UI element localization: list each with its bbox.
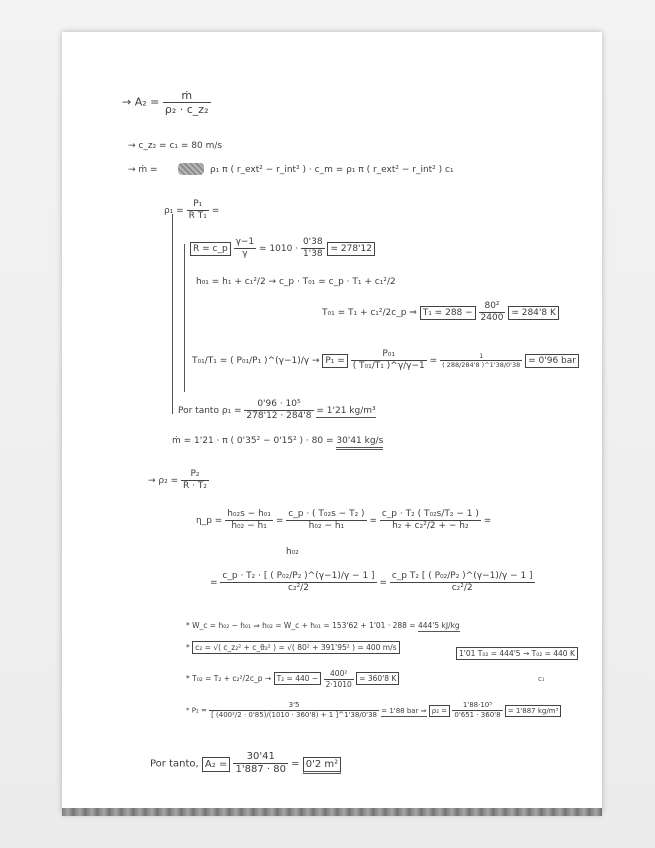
rho1-value-line xyxy=(178,400,376,421)
rho2v-result: = 1'887 kg/m³ xyxy=(505,705,562,717)
rho2-num: P₂ xyxy=(181,470,209,481)
eta-frac-2-num: c_p · ( T₀₂s − T₂ ) xyxy=(288,509,365,519)
mdot-result: 30'41 kg/s xyxy=(336,436,383,450)
t1-frac xyxy=(479,302,506,323)
eta2-frac-1-num: c_p · T₂ · [ ( P₀₂/P₂ )^(γ−1)/γ − 1 ] xyxy=(222,571,375,581)
r-frac-2-den: 1'38 xyxy=(302,249,323,259)
rho1v-den: 278'12 · 284'8 xyxy=(246,411,312,421)
rho1-def xyxy=(164,200,219,221)
r-frac-1-den: γ xyxy=(242,249,248,259)
rho1v-num: 0'96 · 10⁵ xyxy=(244,400,313,411)
we-text: * W_c = h₀₂ − h₀₁ ⇒ h₀₂ = W_c + h₀₁ = 153'62 + 1'01 · 288 = xyxy=(186,621,416,630)
a2-result: 0'2 m² xyxy=(303,757,341,774)
final-line xyxy=(150,752,341,775)
p2-lhs: * P₂ = xyxy=(186,706,207,715)
eta-frac-1-num: h₀₂s − h₀₁ xyxy=(227,509,271,519)
t01-line: T₀₁ = T₁ + c₁²/2c_p ⇒ xyxy=(322,308,417,318)
eta2-frac-1-den: c₂²/2 xyxy=(288,583,309,593)
a2-num: 30'41 xyxy=(233,752,287,764)
eta-eq-2: = xyxy=(369,516,377,526)
rho1-frac xyxy=(187,200,209,221)
r-frac-2 xyxy=(301,238,325,259)
t2-box: T₂ = 440 − xyxy=(274,672,322,685)
eta2-frac-2 xyxy=(390,572,535,593)
eta-frac-1 xyxy=(225,510,273,531)
p1-frac-num: P₀₁ xyxy=(351,350,427,361)
p1-frac-den: ( T₀₁/T₁ )^γ/γ−1 xyxy=(352,361,425,371)
p2-den: [ (400²/2 · 0'85)/(1010 · 360'8) + 1 ]^1'38/0'38 xyxy=(211,711,378,719)
a2-den: 1'887 · 80 xyxy=(235,764,286,775)
t2-frac xyxy=(324,670,354,688)
p1-box: P₁ = xyxy=(322,354,347,368)
p1-frac-2-den: ( 288/284'8 )^1'38/0'38 xyxy=(442,361,521,369)
r-frac-2-num: 0'38 xyxy=(302,237,323,247)
eta-line xyxy=(196,510,491,531)
t2-frac-num: 400² xyxy=(324,670,354,680)
t2-frac-den: 2·1010 xyxy=(325,679,352,689)
eta-lhs: η_p = xyxy=(196,516,223,526)
c1-margin: c₁ xyxy=(538,675,545,683)
rho1v-frac xyxy=(244,400,313,421)
eq-cz: → c_z₂ = c₁ = 80 m/s xyxy=(128,141,223,151)
c2-line xyxy=(186,644,400,652)
eta2-frac-1 xyxy=(220,572,376,593)
rho2-frac xyxy=(181,470,209,491)
bracket-line-inner xyxy=(184,244,185,392)
p2-result: = 1'88 bar ⇒ xyxy=(381,706,427,715)
ratio-lhs: T₀₁/T₁ = ( P₀₁/P₁ )^(γ−1)/γ → xyxy=(192,356,320,366)
t2-line xyxy=(186,670,399,688)
t02-note xyxy=(456,650,578,658)
rho2-box: ρ₂ = xyxy=(429,705,450,717)
eq-a2-lhs: → A₂ = xyxy=(122,95,160,109)
rho1-eq: = xyxy=(211,206,220,216)
p2-num: 3'5 xyxy=(209,702,379,711)
eta2-eq-2: = xyxy=(379,578,387,588)
t1-frac-den: 2400 xyxy=(480,313,504,323)
a2-eq: = xyxy=(291,758,300,770)
r-frac-1 xyxy=(234,238,257,259)
eta-frac-3 xyxy=(380,510,481,531)
eta-eq-3: = xyxy=(483,516,492,526)
p2-frac xyxy=(209,702,379,719)
eta-eq-1: = xyxy=(275,516,284,526)
mdot-value-line xyxy=(172,437,383,446)
h02-label: h₀₂ xyxy=(286,547,299,557)
t1-box: T₁ = 288 − xyxy=(420,306,476,320)
eq-a2-frac xyxy=(163,90,211,115)
a2-frac xyxy=(233,752,287,775)
p2-line xyxy=(186,702,561,719)
we-line xyxy=(186,622,460,630)
bracket-line-outer xyxy=(172,214,173,414)
c2-box: c₂ = √( c_z₂² + c_θ₂² ) = √( 80² + 391'95² ) = 400 m/s xyxy=(192,641,399,654)
r-constant-line xyxy=(190,238,375,259)
eta-frac-3-den: h₂ + c₂²/2 + − h₂ xyxy=(392,521,469,531)
t1-line xyxy=(322,302,559,323)
p1-frac-2 xyxy=(440,353,522,369)
eq-mdot: → ṁ = xyxy=(128,165,158,175)
r-box: R = c_p xyxy=(190,242,231,256)
rho2-den: R · T₂ xyxy=(183,481,207,491)
a2-box: A₂ = xyxy=(202,757,230,772)
rho2-lhs: → ρ₂ = xyxy=(148,476,179,486)
rho1-lhs: ρ₁ = xyxy=(164,206,184,216)
page-bottom-edge xyxy=(62,808,602,816)
por-tanto-1: Por tanto ρ₁ = xyxy=(178,406,242,416)
c2-star: * xyxy=(186,643,190,652)
rho1v-result: = 1'21 kg/m³ xyxy=(316,406,376,416)
eq-mdot-rest: ρ₁ π ( r_ext² − r_int² ) · c_m = ρ₁ π ( r_ext² − r_int² ) c₁ xyxy=(210,165,454,175)
eta2-line xyxy=(210,572,535,593)
p1-frac xyxy=(351,350,427,371)
eta2-frac-2-num: c_p T₂ [ ( P₀₂/P₂ )^(γ−1)/γ − 1 ] xyxy=(391,571,533,581)
scribbled-out-text xyxy=(178,163,204,175)
p1-line xyxy=(192,350,579,371)
eq-a2-num: ṁ xyxy=(163,90,211,103)
eta2-frac-2-den: c₂²/2 xyxy=(451,583,473,593)
r-frac-1-num: γ−1 xyxy=(235,237,255,247)
eta-frac-1-den: h₀₂ − h₁ xyxy=(231,521,267,531)
h01-line: h₀₁ = h₁ + c₁²/2 → c_p · T₀₁ = c_p · T₁ + c₁²/2 xyxy=(196,277,396,287)
rho1-num: P₁ xyxy=(187,200,209,211)
rho2v-den: 0'651 · 360'8 xyxy=(454,711,501,719)
rho2v-num: 1'88·10⁵ xyxy=(452,702,502,711)
t2-result: = 360'8 K xyxy=(356,672,399,685)
por-tanto-2: Por tanto, xyxy=(150,758,199,770)
eta-frac-2-den: h₀₂ − h₁ xyxy=(308,521,345,531)
eta2-eq-1: = xyxy=(210,578,218,588)
t02-note-text: 1'01 T₀₂ = 444'5 → T₀₂ = 440 K xyxy=(456,647,578,660)
eq-a2-den: ρ₂ · c_z₂ xyxy=(164,103,209,116)
mdot-value: ṁ = 1'21 · π ( 0'35² − 0'15² ) · 80 = xyxy=(172,436,334,446)
eq-a2 xyxy=(122,90,211,115)
eta-frac-2 xyxy=(286,510,366,531)
t02-line: * T₀₂ = T₂ + c₂²/2c_p → xyxy=(186,674,272,683)
r-result: = 278'12 xyxy=(327,242,375,256)
rho2-def xyxy=(148,470,209,491)
t1-result: = 284'8 K xyxy=(508,306,559,320)
p1-frac-2-num: 1 xyxy=(440,353,522,362)
we-result: 444'5 kJ/kg xyxy=(417,621,460,630)
r-mid: = 1010 · xyxy=(259,244,299,254)
rho1-den: R T₁ xyxy=(188,211,207,221)
t1-frac-num: 80² xyxy=(479,302,506,313)
p1-eq: = xyxy=(429,356,438,366)
eta-frac-3-num: c_p · T₂ ( T₀₂s/T₂ − 1 ) xyxy=(381,509,479,519)
p1-result: = 0'96 bar xyxy=(525,354,579,368)
rho2v-frac xyxy=(452,702,502,719)
